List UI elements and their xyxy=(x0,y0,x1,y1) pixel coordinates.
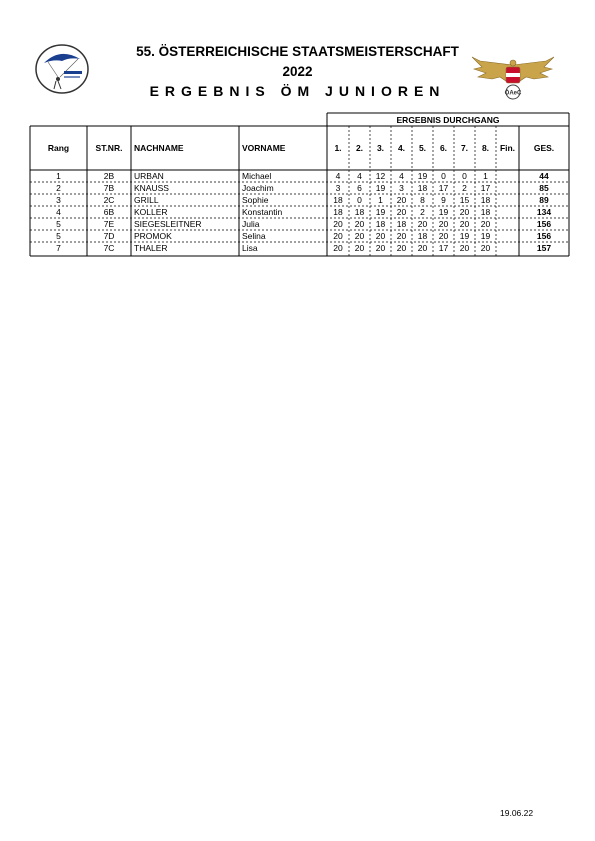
cell-r6: 19 xyxy=(438,207,449,217)
cell-rang: 5 xyxy=(56,231,61,241)
cell-r3: 19 xyxy=(375,183,386,193)
cell-r1: 18 xyxy=(333,195,343,205)
cell-stnr: 7B xyxy=(103,183,115,193)
cell-r1: 20 xyxy=(333,219,343,229)
col-header-fin: Fin. xyxy=(499,143,516,153)
cell-r2: 0 xyxy=(357,195,362,205)
col-header-r6: 6. xyxy=(439,143,448,153)
cell-r4: 20 xyxy=(396,207,407,217)
cell-r3: 1 xyxy=(378,195,383,205)
cell-r4: 20 xyxy=(396,231,407,241)
cell-r8: 20 xyxy=(480,219,491,229)
col-header-r5: 5. xyxy=(418,143,427,153)
col-header-r7: 7. xyxy=(460,143,469,153)
cell-r1: 20 xyxy=(333,231,343,241)
title-championship: 55. ÖSTERREICHISCHE STAATSMEISTERSCHAFT xyxy=(136,44,459,59)
cell-r7: 0 xyxy=(462,171,467,181)
cell-r8: 17 xyxy=(480,183,491,193)
cell-nachname: URBAN xyxy=(134,171,164,181)
cell-r6: 9 xyxy=(441,195,446,205)
cell-vorname: Lisa xyxy=(242,243,258,253)
cell-r2: 4 xyxy=(357,171,362,181)
cell-r3: 20 xyxy=(375,231,386,241)
col-header-ges: GES. xyxy=(533,143,555,153)
cell-r3: 12 xyxy=(375,171,386,181)
cell-r1: 20 xyxy=(333,243,343,253)
cell-nachname: THALER xyxy=(134,243,168,253)
cell-r7: 2 xyxy=(462,183,467,193)
cell-r5: 18 xyxy=(417,183,428,193)
cell-r2: 6 xyxy=(357,183,362,193)
cell-r2: 20 xyxy=(354,219,365,229)
cell-r3: 20 xyxy=(375,243,386,253)
cell-nachname: KNAUSS xyxy=(134,183,169,193)
cell-r6: 17 xyxy=(438,243,449,253)
cell-stnr: 2B xyxy=(103,171,115,181)
cell-r1: 3 xyxy=(335,183,341,193)
cell-r7: 19 xyxy=(459,231,470,241)
cell-r2: 20 xyxy=(354,243,365,253)
cell-r6: 0 xyxy=(441,171,446,181)
cell-stnr: 2C xyxy=(103,195,115,205)
cell-r4: 18 xyxy=(396,219,407,229)
cell-r6: 20 xyxy=(438,231,449,241)
cell-r2: 20 xyxy=(354,231,365,241)
cell-r7: 20 xyxy=(459,243,470,253)
title-year: 2022 xyxy=(282,64,313,79)
cell-stnr: 7E xyxy=(103,219,115,229)
col-header-r4: 4. xyxy=(397,143,406,153)
col-header-stnr: ST.NR. xyxy=(95,143,123,153)
cell-ges: 85 xyxy=(539,183,549,193)
cell-nachname: KOLLER xyxy=(134,207,168,217)
cell-vorname: Konstantin xyxy=(242,207,283,217)
cell-r5: 19 xyxy=(417,171,428,181)
cell-stnr: 7C xyxy=(103,243,115,253)
cell-rang: 5 xyxy=(56,219,61,229)
cell-r7: 20 xyxy=(459,207,470,217)
cell-vorname: Sophie xyxy=(242,195,269,205)
cell-nachname: GRILL xyxy=(134,195,159,205)
col-header-r3: 3. xyxy=(376,143,385,153)
cell-ges: 134 xyxy=(536,207,552,217)
cell-rang: 7 xyxy=(56,243,61,253)
cell-ges: 89 xyxy=(539,195,549,205)
cell-ges: 156 xyxy=(536,219,552,229)
cell-stnr: 6B xyxy=(103,207,115,217)
cell-nachname: SIEGESLEITNER xyxy=(134,219,202,229)
cell-vorname: Selina xyxy=(242,231,266,241)
cell-r3: 19 xyxy=(375,207,386,217)
cell-r1: 18 xyxy=(333,207,343,217)
col-header-r8: 8. xyxy=(481,143,490,153)
cell-r8: 20 xyxy=(480,243,491,253)
cell-stnr: 7D xyxy=(103,231,115,241)
cell-r5: 20 xyxy=(417,243,428,253)
cell-r8: 19 xyxy=(480,231,491,241)
cell-ges: 44 xyxy=(539,171,549,181)
svg-text:ÖAeC: ÖAeC xyxy=(504,90,522,97)
cell-r3: 18 xyxy=(375,219,386,229)
cell-nachname: PROMOK xyxy=(134,231,172,241)
cell-vorname: Julia xyxy=(242,219,260,229)
cell-rang: 2 xyxy=(56,183,61,193)
col-header-r2: 2. xyxy=(355,143,364,153)
cell-ges: 156 xyxy=(536,231,552,241)
col-header-r1: 1. xyxy=(334,143,342,153)
cell-r5: 2 xyxy=(420,207,425,217)
cell-vorname: Joachim xyxy=(242,183,274,193)
cell-r5: 8 xyxy=(420,195,425,205)
cell-ges: 157 xyxy=(536,243,552,253)
cell-r4: 20 xyxy=(396,243,407,253)
cell-r8: 18 xyxy=(480,195,491,205)
cell-r2: 18 xyxy=(354,207,365,217)
cell-r6: 17 xyxy=(438,183,449,193)
cell-r6: 20 xyxy=(438,219,449,229)
cell-rang: 3 xyxy=(56,195,61,205)
cell-r4: 3 xyxy=(399,183,404,193)
cell-rang: 4 xyxy=(56,207,61,217)
cell-r8: 1 xyxy=(483,171,488,181)
col-header-vorname: VORNAME xyxy=(242,143,286,153)
cell-vorname: Michael xyxy=(242,171,272,181)
cell-r5: 18 xyxy=(417,231,428,241)
cell-rang: 1 xyxy=(56,171,61,181)
cell-r7: 15 xyxy=(459,195,470,205)
cell-r1: 4 xyxy=(335,171,341,181)
group-header: ERGEBNIS DURCHGANG xyxy=(396,115,500,125)
cell-r7: 20 xyxy=(459,219,470,229)
footer-date: 19.06.22 xyxy=(500,808,534,818)
col-header-rang: Rang xyxy=(47,143,70,153)
cell-r8: 18 xyxy=(480,207,491,217)
cell-r4: 4 xyxy=(399,171,404,181)
cell-r4: 20 xyxy=(396,195,407,205)
cell-r5: 20 xyxy=(417,219,428,229)
title-result: ERGEBNIS ÖM JUNIOREN xyxy=(149,83,446,99)
col-header-nachname: NACHNAME xyxy=(134,143,184,153)
